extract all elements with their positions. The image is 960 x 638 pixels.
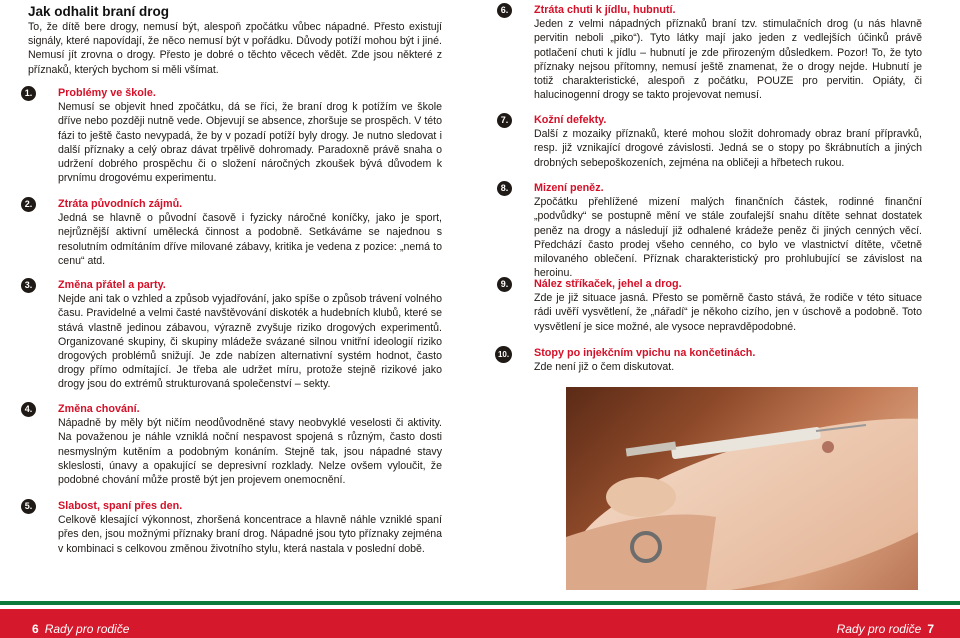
section-7 [500,113,922,170]
section-body: Jeden z velmi nápadných příznaků braní tzv. stimulačních drog (u nás hlavně pervitin neboli „piko“). Tyto látky mají jako jeden z vedlejších účinků právě potlačení chuti k jídlu – hubnutí je zde přirozeným důsledkem. Pozor! To, že tyto příznaky nejsou přítomny, nemusí ještě znamenat, že o drogy nejde. Hubnutí je totiž charakteristické, alespoň z počátku, POUZE pro pervitin. Opiáty, či halucinogenní drogy se takto projevovat nemusí. [534,18,922,102]
section-heading: Změna přátel a party. [58,279,166,291]
section-body: Nápadně by měly být ničím neodůvodněné stavy neobvyklé veselosti či aktivity. Na považenou je náhle vzniklá noční nespavost spojená s různým, často dosti nesmyslným kutěním a podobným konáním. Stejně tak, jsou nápadné stavy skleslosti, únavy a opakující se depresivní rozklady. Nelze ovšem vyloučit, že podobné chování může prostě být jen projevem onemocnění. [58,417,442,487]
section-4 [24,402,442,487]
footer-left-label: Rady pro rodiče [44,622,130,636]
section-number: 7. [497,113,512,128]
section-heading: Změna chování. [58,403,140,415]
section-body: Nejde ani tak o vzhled a způsob vyjadřování, jako spíše o způsob trávení volného času. Pravidelné a velmi časté navštěvování diskoték a hudebních klubů, které se stává vlastně jedinou zábavou, výrazně zvyšuje riziko drogových experimentů. Organizované skupiny, či skupiny mládeže svázané silnou vnitřní ideologií riziko drogových problémů snižují. Je zde nabízen alternativní systém hodnot, často drogy přímo odmítající. Je třeba ale udržet míru, protože stejně rizikové jako drogy jsou do extrémů strukturovaná společenství – sekty. [58,293,442,391]
section-heading: Slabost, spaní přes den. [58,500,183,512]
section-body: Nemusí se objevit hned zpočátku, dá se říci, že braní drog k potížím ve škole dříve nebo později nutně vede. Objevují se absence, zhoršuje se prospěch. V této fázi to ještě často nevypadá, že by v pozadí potíží byly drogy. Je nutno sledovat i další příznaky a celý obraz dávat trpělivě dohromady. Paradoxně právě snaha o udržení dobrého prospěchu či o složení náročných zkoušek bývá důvodem k prvnímu drogovému experimentu. [58,101,442,185]
section-heading: Stopy po injekčním vpichu na končetinách. [534,347,756,359]
section-number: 3. [21,278,36,293]
left-column [24,0,442,555]
section-number: 5. [21,499,36,514]
section-body: Další z mozaiky příznaků, které mohou složit dohromady obraz braní přípravků, resp. již vznikající drogové závislosti. Jedná se o stopy po škrábnutích a jiných drobných sebepoškozeních, zejména na obličeji a hřbetech rukou. [534,128,922,169]
section-body: Jedná se hlavně o původní časově i fyzicky náročné koníčky, jako je sport, nejrůznější aktivní umělecká činnost a podobně. Setkáváme se najednou s resolutním odmítáním dříve milované zábavy, kritika je vedena z pozice: „nemá to cenu“ atd. [58,212,442,267]
section-2 [24,197,442,268]
section-number: 8. [497,181,512,196]
section-number: 1. [21,86,36,101]
section-9 [500,277,922,334]
syringe-photo [566,387,918,590]
section-heading: Ztráta chuti k jídlu, hubnutí. [534,4,676,16]
section-number: 6. [497,3,512,18]
section-number: 10. [495,346,512,363]
section-8 [500,181,922,280]
section-heading: Problémy ve škole. [58,87,156,99]
footer-right-label: Rady pro rodiče [836,622,922,636]
section-number: 9. [497,277,512,292]
section-5 [24,499,442,556]
section-6 [500,3,922,102]
section-body: Zde není již o čem diskutovat. [534,361,675,374]
section-body: Zpočátku přehlížené mizení malých finančních částek, rodinné finanční „podvůdky“ se postupně mění ve stále zoufalejší snahu dítěte sehnat dostatek peněz na drogy a následují již odhalené krádeže peněz či jiných cenných věcí. Předchází často prodej všeho cenného, co bylo ve vlastnictví dítěte, včetně milovaného oblečení. Příznak charakteristický pro prohlubující se závislost na heroinu. [534,196,922,280]
footer-right [837,622,940,636]
footer-left [26,622,129,636]
section-1 [24,86,442,185]
section-number: 4. [21,402,36,417]
section-number: 2. [21,197,36,212]
intro-paragraph: To, že dítě bere drogy, nemusí být, alespoň zpočátku vůbec nápadné. Přesto existují signály, které napovídají, že něco nemusí být v pořádku. Důvody potíží mohou být i jiné. Nemusí jít zrovna o drogy. Přesto je dobré o těchto věcech vědět. Zde jsou některé z příznaků, kterých bychom si měli všímat. [28,21,442,76]
section-heading: Ztráta původních zájmů. [58,198,183,210]
footer-stripe [0,601,960,609]
page-number-left: 6 [32,622,39,636]
section-10 [497,346,922,374]
page-number-right: 7 [927,622,934,636]
section-heading: Nález stříkaček, jehel a drog. [534,278,682,290]
section-heading: Kožní defekty. [534,114,607,126]
section-body: Celkově klesající výkonnost, zhoršená koncentrace a hlavně náhle vzniklé spaní přes den, jsou možnými příznaky braní drog. Nápadné jsou tyto příznaky zejména v kombinaci s celkovou změnou životního stylu, která nastala v poslední době. [58,514,442,555]
syringe-illustration [566,387,918,590]
section-body: Zde je již situace jasná. Přesto se poměrně často stává, že rodiče v této situace rádi uvěří vysvětlení, že „nářadí“ je někoho cizího, jen v úschově a podobně. Toto vysvětlení je sice možné, ale vysoce nepravděpodobné. [534,292,922,333]
page-title: Jak odhalit braní drog [28,4,170,19]
section-3 [24,278,442,392]
section-heading: Mizení peněz. [534,182,604,194]
